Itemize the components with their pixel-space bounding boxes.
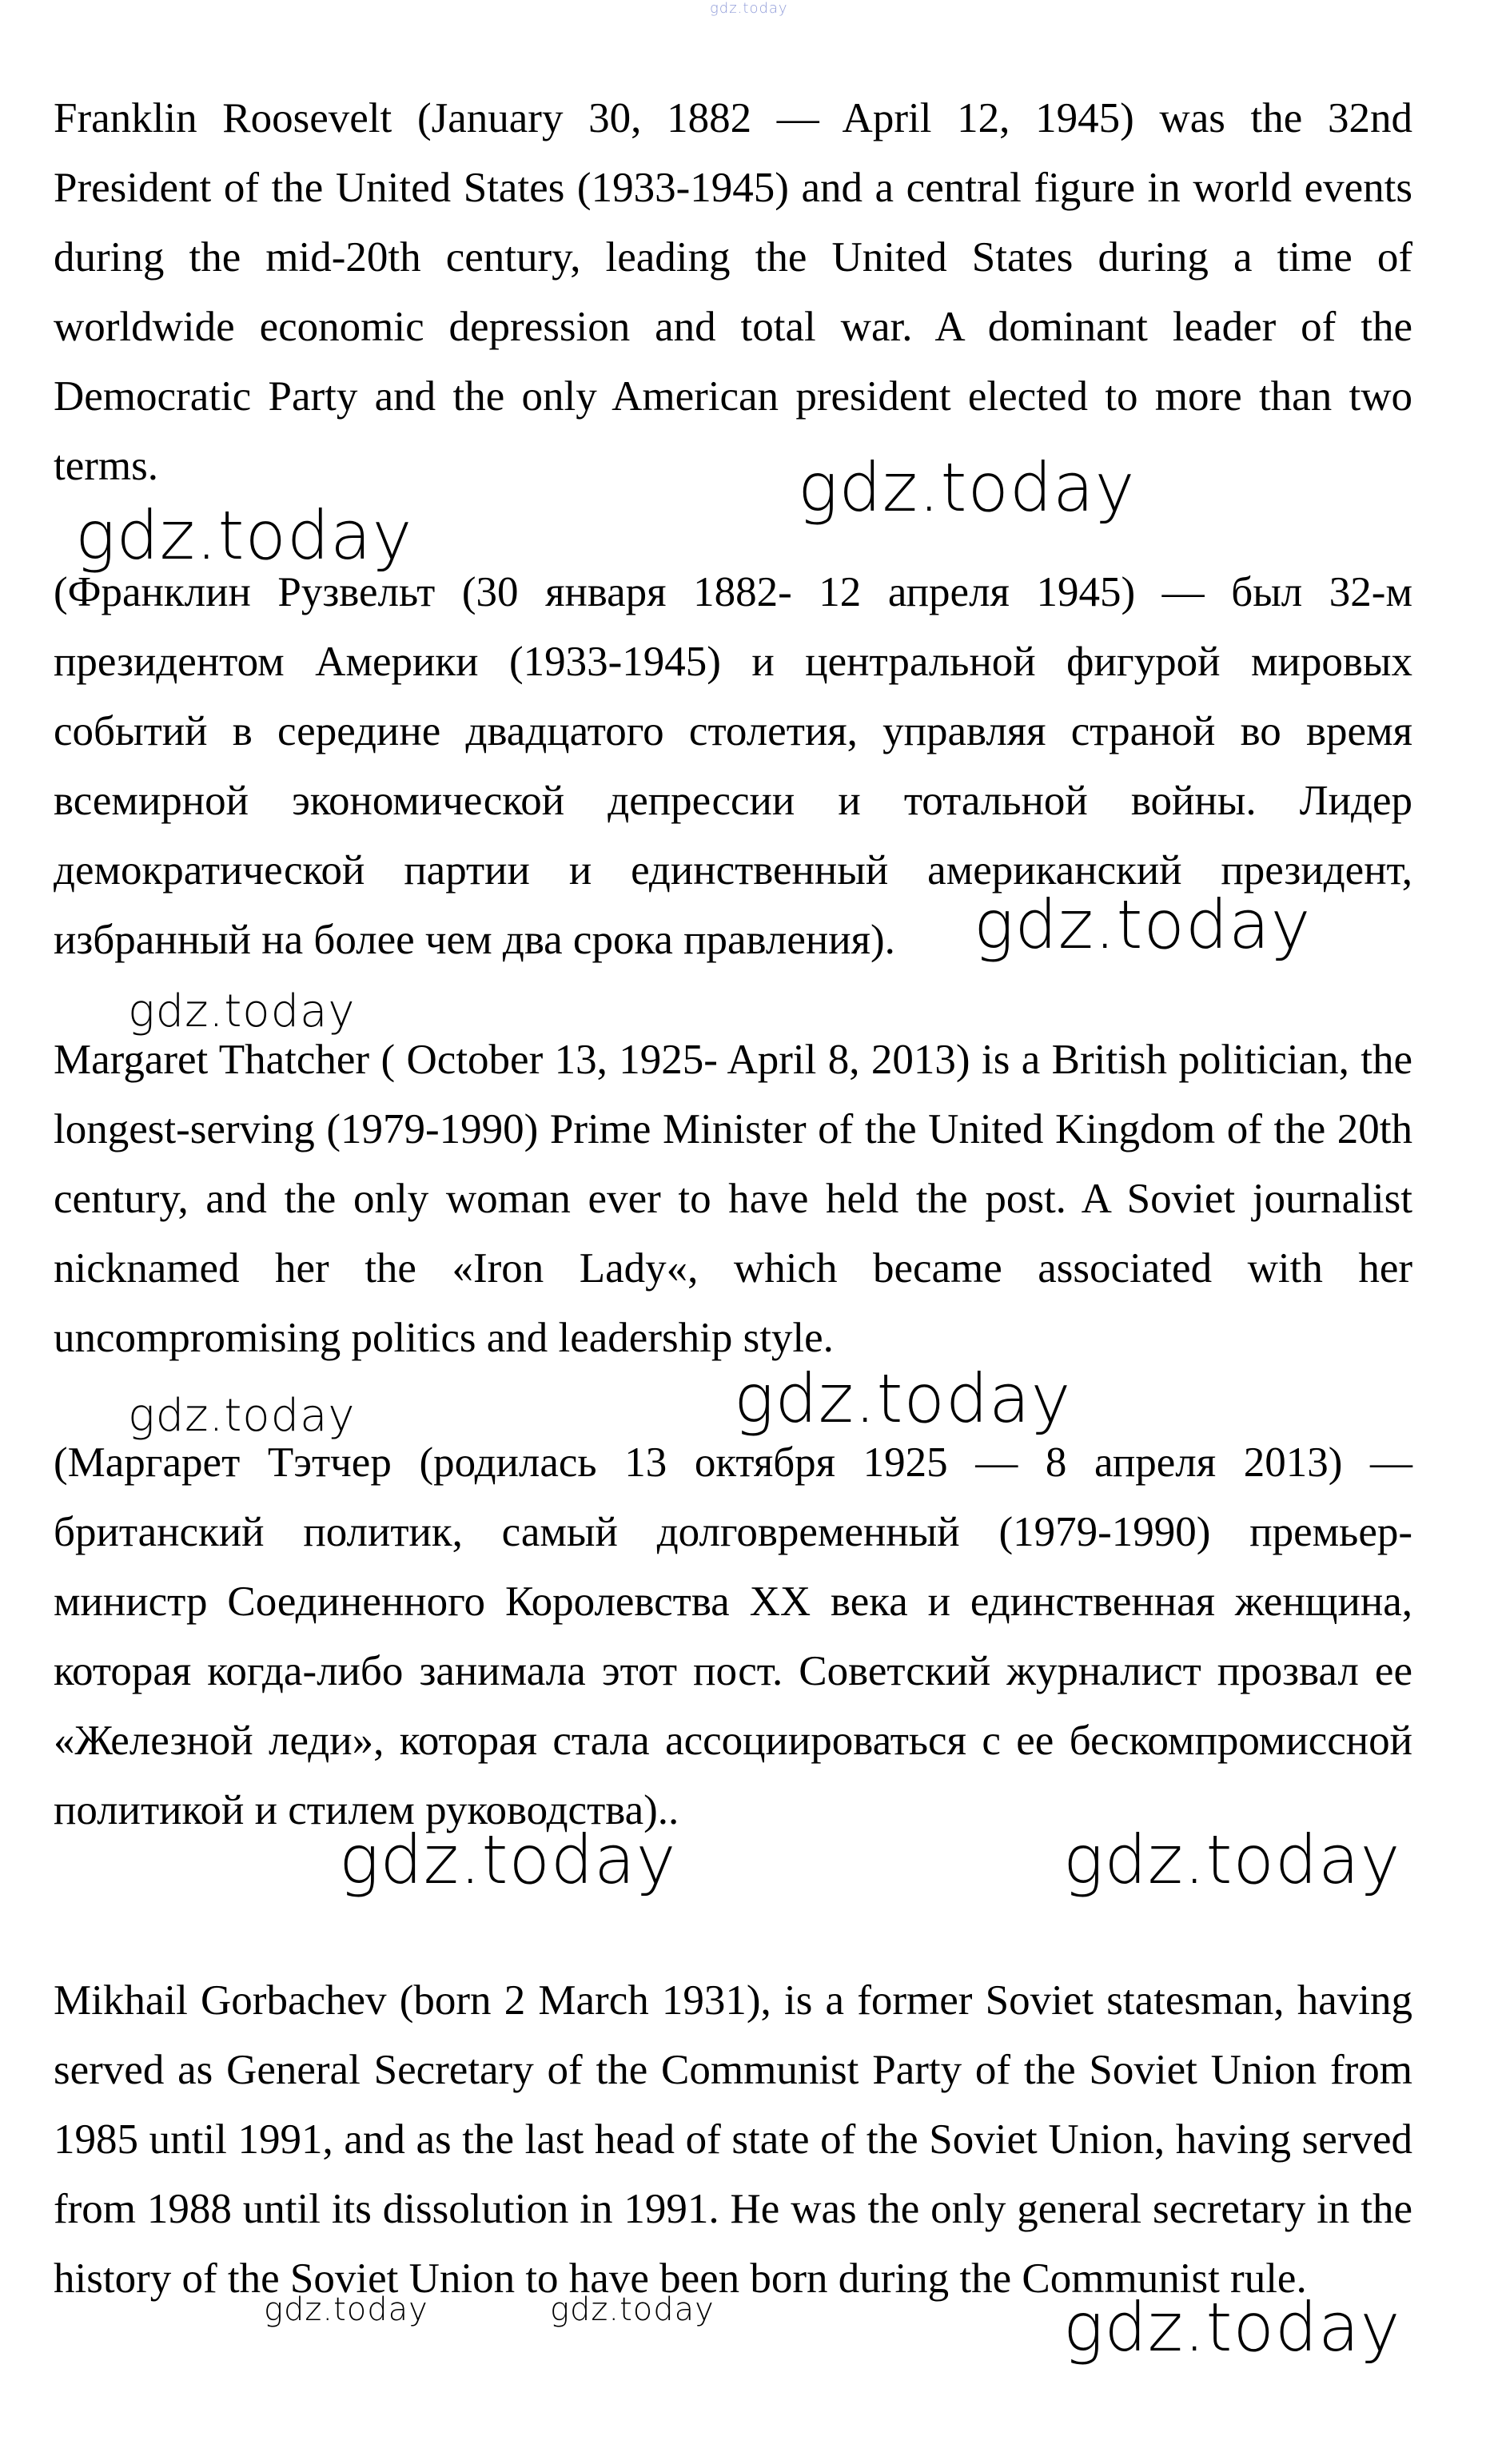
paragraph-roosevelt-ru: (Франклин Рузвельт (30 января 1882- 12 апреля 1945) — был 32-м президентом Америки (1933-1945) и центральной фигурой мировых событий в середине двадцатого столетия, управляя страной во время всемирной экономической депрессии и тотальной войны. Лидер демократической партии и единственный американский президент, избранный на более чем два срока правления). [54, 569, 1412, 963]
watermark: gdz.today [339, 1821, 677, 1899]
watermark: gdz.today [734, 1359, 1072, 1438]
watermark: gdz.today [550, 2291, 715, 2328]
watermark-top: gdz.today [710, 0, 788, 17]
watermark: gdz.today [1063, 1821, 1401, 1899]
watermark: gdz.today [75, 496, 413, 575]
paragraph-gorbachev-en: Mikhail Gorbachev (born 2 March 1931), is a former Soviet statesman, having served as General Secretary of the Communist Party of the Soviet Union from 1985 until 1991, and as the last head of state of the Soviet Union, having served from 1988 until its dissolution in 1991. He was the only general secretary in the history of the Soviet Union to have been born during the Communist rule. [54, 1977, 1412, 2302]
watermark: gdz.today [264, 2291, 428, 2328]
watermark: gdz.today [128, 1390, 356, 1442]
paragraph-roosevelt-en: Franklin Roosevelt (January 30, 1882 — April 12, 1945) was the 32nd President of the United States (1933-1945) and a central figure in world events during the mid-20th century, leading the United States during a time of worldwide economic depression and total war. A dominant leader of the Democratic Party and the only American president elected to more than two terms. [54, 95, 1412, 489]
watermark: gdz.today [798, 448, 1136, 527]
paragraph-thatcher-ru: (Маргарет Тэтчер (родилась 13 октября 1925 — 8 апреля 2013) — британский политик, самый долговременный (1979-1990) премьер-министр Соединенного Королевства XX века и единственная женщина, которая когда-либо занимала этот пост. Советский журналист прозвал ее «Железной леди», которая стала ассоциироваться с ее бескомпромиссной политикой и стилем руководства).. [54, 1439, 1412, 1833]
watermark: gdz.today [1063, 2288, 1401, 2366]
paragraph-thatcher-en: Margaret Thatcher ( October 13, 1925- April 8, 2013) is a British politician, the longest-serving (1979-1990) Prime Minister of the United Kingdom of the 20th century, and the only woman ever to have held the post. A Soviet journalist nicknamed her the «Iron Lady«, which became associated with her uncompromising politics and leadership style. [54, 1037, 1412, 1361]
watermark: gdz.today [974, 886, 1312, 964]
watermark: gdz.today [128, 985, 356, 1037]
